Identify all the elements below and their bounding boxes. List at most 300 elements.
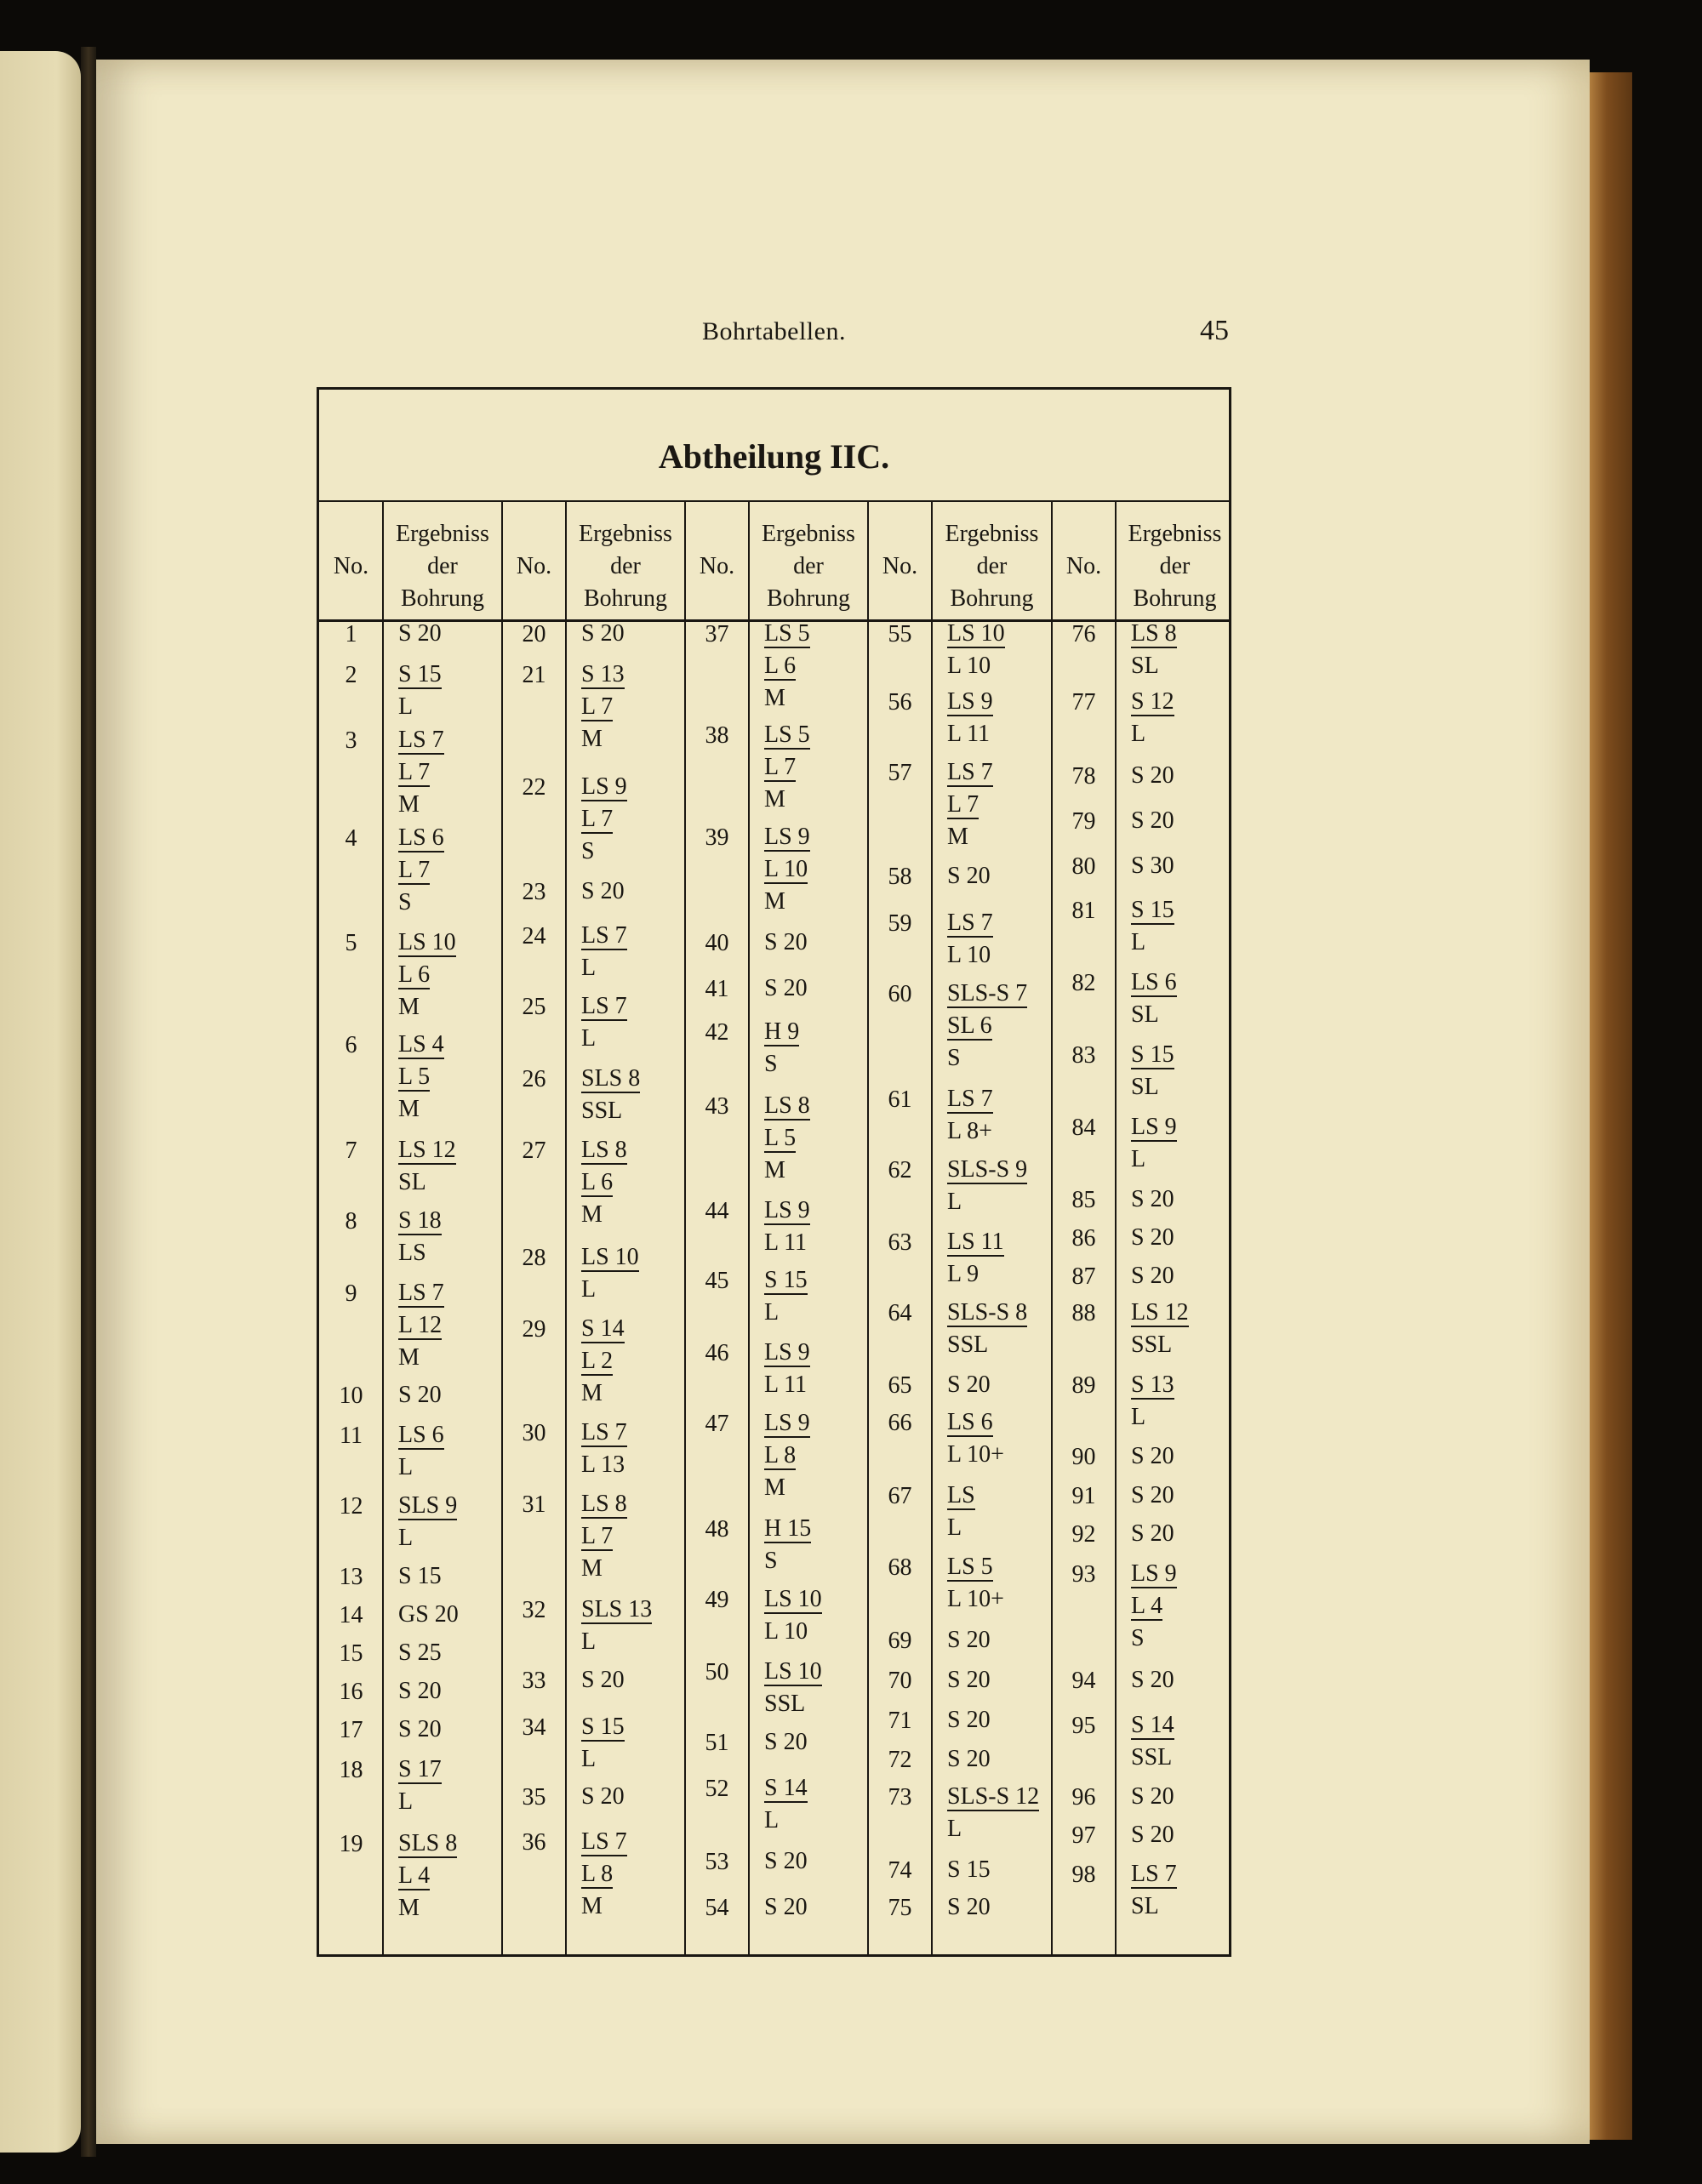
result-line: LS 10 bbox=[398, 929, 456, 955]
result-line: L 7 bbox=[581, 806, 614, 832]
result-line: LS 10 bbox=[581, 1244, 639, 1270]
boring-result bbox=[1131, 1369, 1174, 1434]
result-line: LS 7 bbox=[398, 1280, 444, 1306]
boring-number: 81 bbox=[1071, 898, 1096, 924]
boring-number: 5 bbox=[345, 930, 357, 956]
result-line: LS 9 bbox=[581, 773, 627, 800]
result-line: LS 6 bbox=[398, 824, 444, 851]
result-line: M bbox=[581, 1201, 603, 1228]
header-result-word: Bohrung bbox=[400, 584, 484, 612]
result-line: S 20 bbox=[581, 1783, 625, 1810]
result-line: LS 9 bbox=[764, 1410, 810, 1436]
result-line: L 4 bbox=[398, 1862, 431, 1889]
boring-number: 10 bbox=[339, 1383, 363, 1409]
header-result-word: der bbox=[976, 552, 1008, 579]
result-line: LS 9 bbox=[947, 688, 993, 715]
result-line: S 20 bbox=[1131, 1520, 1174, 1547]
result-line: M bbox=[764, 1474, 785, 1501]
boring-result bbox=[581, 1241, 639, 1306]
result-line: L 10 bbox=[947, 653, 991, 679]
result-line: LS 5 bbox=[764, 620, 810, 647]
result-line: L bbox=[1131, 721, 1146, 747]
boring-number: 64 bbox=[888, 1300, 912, 1326]
result-line: L 8+ bbox=[947, 1118, 992, 1144]
result-line: SLS-S 8 bbox=[947, 1299, 1028, 1326]
boring-result bbox=[764, 927, 808, 959]
header-result bbox=[1116, 513, 1234, 619]
boring-result bbox=[947, 1891, 991, 1924]
boring-result bbox=[947, 1369, 991, 1401]
result-line: LS 11 bbox=[947, 1229, 1004, 1255]
result-line: LS 7 bbox=[581, 993, 627, 1019]
boring-number: 93 bbox=[1071, 1561, 1096, 1588]
boring-result bbox=[1131, 1781, 1174, 1813]
result-line: L bbox=[1131, 1404, 1146, 1430]
boring-result bbox=[947, 1624, 991, 1657]
result-line: LS 10 bbox=[764, 1658, 822, 1685]
boring-number: 24 bbox=[522, 923, 546, 949]
boring-result bbox=[1131, 967, 1177, 1031]
boring-result bbox=[398, 1753, 442, 1818]
boring-number: 31 bbox=[522, 1491, 546, 1518]
result-line: S 20 bbox=[1131, 807, 1174, 834]
boring-number: 41 bbox=[705, 976, 729, 1002]
boring-result bbox=[1131, 618, 1177, 682]
header-result-word: der bbox=[427, 552, 458, 579]
result-line: M bbox=[398, 791, 420, 818]
boring-number: 28 bbox=[522, 1245, 546, 1271]
boring-number: 88 bbox=[1071, 1300, 1096, 1326]
result-line: LS 7 bbox=[1131, 1861, 1177, 1887]
boring-number: 98 bbox=[1071, 1862, 1096, 1888]
boring-result bbox=[1131, 760, 1174, 792]
column-rule bbox=[1115, 500, 1117, 1954]
boring-result bbox=[1131, 1664, 1174, 1696]
boring-result bbox=[398, 1205, 442, 1269]
result-line: M bbox=[581, 1893, 603, 1919]
header-result bbox=[383, 513, 502, 619]
result-line: S 20 bbox=[581, 878, 625, 904]
boring-number: 26 bbox=[522, 1066, 546, 1092]
boring-number: 76 bbox=[1071, 621, 1096, 647]
boring-number: 43 bbox=[705, 1093, 729, 1120]
result-line: L 13 bbox=[581, 1451, 625, 1478]
boring-result bbox=[947, 1743, 991, 1776]
result-line: L 8 bbox=[581, 1861, 614, 1887]
result-line: LS 12 bbox=[1131, 1299, 1189, 1326]
result-line: GS 20 bbox=[398, 1601, 459, 1628]
result-line: S 20 bbox=[764, 1729, 808, 1755]
boring-result bbox=[398, 1714, 442, 1746]
boring-result bbox=[398, 659, 442, 723]
boring-result bbox=[764, 1195, 810, 1259]
result-line: LS 7 bbox=[581, 922, 627, 949]
result-line: S 20 bbox=[764, 975, 808, 1001]
result-line: SLS-S 9 bbox=[947, 1156, 1028, 1183]
result-line: S 20 bbox=[1131, 1224, 1174, 1251]
header-result bbox=[749, 513, 868, 619]
boring-result bbox=[398, 1599, 459, 1631]
boring-result bbox=[947, 618, 1005, 682]
table-title: Abtheilung IIC. bbox=[658, 437, 890, 476]
boring-number: 9 bbox=[345, 1280, 357, 1307]
boring-result bbox=[947, 756, 993, 853]
boring-number: 55 bbox=[888, 621, 912, 647]
boring-result bbox=[1131, 1183, 1174, 1216]
result-line: S 20 bbox=[398, 1678, 442, 1704]
header-result-word: Bohrung bbox=[583, 584, 667, 612]
boring-number: 82 bbox=[1071, 970, 1096, 996]
boring-number: 15 bbox=[339, 1640, 363, 1667]
boring-result bbox=[764, 1090, 810, 1187]
result-line: LS 8 bbox=[764, 1092, 810, 1119]
boring-result bbox=[764, 1726, 808, 1759]
boring-number: 36 bbox=[522, 1829, 546, 1856]
boring-number: 17 bbox=[339, 1717, 363, 1743]
header-result-word: Ergebniss bbox=[1128, 520, 1222, 547]
facing-page-edge bbox=[0, 51, 81, 2153]
result-line: L 2 bbox=[581, 1348, 614, 1374]
boring-result bbox=[581, 771, 627, 868]
result-line: M bbox=[581, 1380, 603, 1406]
result-line: S 20 bbox=[947, 1371, 991, 1398]
boring-result bbox=[764, 1891, 808, 1924]
result-line: S 20 bbox=[947, 1627, 991, 1653]
boring-result bbox=[581, 990, 627, 1055]
result-line: SSL bbox=[1131, 1744, 1173, 1771]
boring-number: 80 bbox=[1071, 853, 1096, 880]
header-no: No. bbox=[1065, 552, 1102, 579]
boring-result bbox=[1131, 1440, 1174, 1473]
result-line: S 20 bbox=[947, 863, 991, 889]
result-line: S 20 bbox=[398, 1716, 442, 1742]
result-line: S 15 bbox=[1131, 1041, 1174, 1068]
result-line: L 10 bbox=[764, 1618, 808, 1645]
result-line: S 20 bbox=[947, 1667, 991, 1693]
boring-result bbox=[398, 1675, 442, 1708]
result-line: L 6 bbox=[764, 653, 797, 679]
boring-number: 92 bbox=[1071, 1521, 1096, 1548]
boring-number: 61 bbox=[888, 1086, 912, 1113]
result-line: L bbox=[398, 693, 414, 720]
boring-result bbox=[398, 1379, 442, 1411]
result-line: L bbox=[398, 1525, 414, 1551]
boring-result bbox=[398, 1277, 444, 1374]
boring-result bbox=[398, 822, 444, 919]
boring-result bbox=[947, 1297, 1027, 1361]
boring-number: 67 bbox=[888, 1483, 912, 1509]
result-line: S 15 bbox=[398, 1563, 442, 1589]
boring-number: 63 bbox=[888, 1229, 912, 1256]
boring-number: 65 bbox=[888, 1372, 912, 1399]
result-line: L bbox=[947, 1816, 962, 1842]
result-line: L bbox=[581, 1276, 597, 1303]
boring-number: 48 bbox=[705, 1516, 729, 1542]
boring-result bbox=[764, 1337, 810, 1401]
boring-result bbox=[947, 1551, 1004, 1616]
boring-number: 79 bbox=[1071, 808, 1096, 835]
result-line: M bbox=[398, 994, 420, 1020]
boring-result bbox=[947, 907, 993, 972]
column-rule bbox=[867, 500, 869, 1954]
boring-result bbox=[581, 1664, 625, 1696]
result-line: L bbox=[581, 955, 597, 981]
result-line: M bbox=[764, 786, 785, 813]
header-result bbox=[566, 513, 685, 619]
result-line: S 20 bbox=[764, 1848, 808, 1874]
result-line: L bbox=[398, 1788, 414, 1815]
boring-result bbox=[1131, 1709, 1174, 1774]
boring-number: 11 bbox=[340, 1423, 363, 1449]
result-line: M bbox=[764, 1157, 785, 1183]
result-line: SLS 13 bbox=[581, 1596, 653, 1622]
result-line: L bbox=[1131, 929, 1146, 955]
result-line: LS 7 bbox=[947, 1086, 993, 1112]
result-line: S bbox=[947, 1045, 961, 1071]
boring-number: 34 bbox=[522, 1714, 546, 1741]
boring-result bbox=[1131, 1039, 1174, 1103]
result-line: LS 9 bbox=[764, 1197, 810, 1223]
book-gutter bbox=[81, 47, 96, 2157]
header-no: No. bbox=[333, 552, 369, 579]
header-result-word: Ergebniss bbox=[945, 520, 1039, 547]
result-line: S 14 bbox=[764, 1775, 808, 1801]
page-number: 45 bbox=[1200, 315, 1229, 346]
result-line: M bbox=[764, 685, 785, 711]
boring-number: 44 bbox=[705, 1198, 729, 1224]
boring-number: 68 bbox=[888, 1554, 912, 1581]
result-line: S 14 bbox=[1131, 1712, 1174, 1738]
title-rule bbox=[319, 500, 1229, 502]
boring-result bbox=[1131, 1222, 1174, 1254]
result-line: S 20 bbox=[764, 929, 808, 955]
boring-number: 12 bbox=[339, 1493, 363, 1520]
result-line: S 20 bbox=[1131, 762, 1174, 789]
result-line: L 9 bbox=[947, 1261, 980, 1287]
result-line: H 15 bbox=[764, 1515, 812, 1542]
boring-number: 1 bbox=[345, 621, 357, 647]
boring-number: 84 bbox=[1071, 1115, 1096, 1141]
boring-result bbox=[581, 1826, 627, 1923]
boring-number: 53 bbox=[705, 1849, 729, 1875]
boring-number: 58 bbox=[888, 864, 912, 890]
boring-result bbox=[398, 927, 456, 1024]
boring-number: 66 bbox=[888, 1410, 912, 1436]
result-line: S 20 bbox=[398, 620, 442, 647]
boring-number: 75 bbox=[888, 1895, 912, 1921]
boring-result bbox=[398, 1134, 456, 1199]
boring-number: 72 bbox=[888, 1747, 912, 1773]
header-result-word: der bbox=[610, 552, 641, 579]
result-line: L 7 bbox=[947, 791, 980, 818]
boring-result bbox=[581, 659, 625, 756]
result-line: S 12 bbox=[1131, 688, 1174, 715]
boring-number: 6 bbox=[345, 1032, 357, 1058]
boring-number: 95 bbox=[1071, 1713, 1096, 1739]
boring-number: 13 bbox=[339, 1564, 363, 1590]
result-line: S bbox=[581, 838, 595, 864]
result-line: LS 7 bbox=[581, 1828, 627, 1855]
boring-number: 78 bbox=[1071, 763, 1096, 790]
boring-number: 94 bbox=[1071, 1668, 1096, 1694]
result-line: LS 4 bbox=[398, 1031, 444, 1058]
boring-result bbox=[1131, 1858, 1177, 1923]
result-line: S 20 bbox=[947, 1707, 991, 1733]
boring-number: 47 bbox=[705, 1411, 729, 1437]
result-line: SLS 8 bbox=[398, 1830, 458, 1856]
column-rule bbox=[1051, 500, 1053, 1954]
boring-result bbox=[1131, 850, 1174, 882]
result-line: L bbox=[764, 1299, 780, 1326]
result-line: LS 9 bbox=[1131, 1560, 1177, 1587]
result-line: L bbox=[1131, 1146, 1146, 1172]
boring-result bbox=[1131, 1518, 1174, 1550]
result-line: LS 12 bbox=[398, 1137, 456, 1163]
result-line: S 13 bbox=[581, 661, 625, 687]
boring-number: 83 bbox=[1071, 1042, 1096, 1069]
boring-number: 87 bbox=[1071, 1263, 1096, 1290]
boring-number: 71 bbox=[888, 1708, 912, 1734]
header-no: No. bbox=[882, 552, 918, 579]
boring-number: 91 bbox=[1071, 1483, 1096, 1509]
result-line: L 10+ bbox=[947, 1586, 1004, 1612]
result-line: LS 6 bbox=[398, 1422, 444, 1448]
boring-number: 86 bbox=[1071, 1225, 1096, 1252]
boring-result bbox=[581, 1417, 627, 1481]
result-line: L bbox=[764, 1807, 780, 1833]
result-line: LS 5 bbox=[764, 721, 810, 748]
boring-number: 69 bbox=[888, 1628, 912, 1654]
boring-number: 62 bbox=[888, 1157, 912, 1183]
result-line: S 20 bbox=[1131, 1783, 1174, 1810]
boring-number: 20 bbox=[522, 621, 546, 647]
result-line: L 7 bbox=[581, 1523, 614, 1549]
boring-number: 21 bbox=[522, 662, 546, 688]
result-line: LS 9 bbox=[764, 824, 810, 850]
result-line: S 15 bbox=[947, 1856, 991, 1883]
result-line: LS 8 bbox=[581, 1137, 627, 1163]
result-line: SLS-S 12 bbox=[947, 1783, 1040, 1810]
boring-result bbox=[1131, 686, 1174, 750]
boring-number: 73 bbox=[888, 1784, 912, 1810]
boring-result bbox=[1131, 1297, 1189, 1361]
boring-result bbox=[1131, 1819, 1174, 1851]
boring-number: 18 bbox=[339, 1757, 363, 1783]
boring-result bbox=[398, 618, 442, 650]
boring-result bbox=[1131, 1480, 1174, 1512]
boring-number: 35 bbox=[522, 1784, 546, 1810]
result-line: S 13 bbox=[1131, 1371, 1174, 1398]
column-rule bbox=[748, 500, 750, 1954]
result-line: S 20 bbox=[398, 1382, 442, 1408]
result-line: L 11 bbox=[764, 1371, 808, 1398]
boring-number: 46 bbox=[705, 1340, 729, 1366]
result-line: LS 9 bbox=[1131, 1114, 1177, 1140]
boring-number: 40 bbox=[705, 930, 729, 956]
boring-number: 22 bbox=[522, 774, 546, 801]
boring-number: 97 bbox=[1071, 1822, 1096, 1849]
boring-result bbox=[581, 875, 625, 908]
header-result-word: Bohrung bbox=[950, 584, 1034, 612]
result-line: S 15 bbox=[1131, 897, 1174, 923]
result-line: S 20 bbox=[1131, 1263, 1174, 1289]
result-line: LS 8 bbox=[581, 1491, 627, 1517]
boring-result bbox=[581, 1711, 625, 1776]
result-line: L 10 bbox=[764, 856, 808, 882]
header-result bbox=[932, 513, 1052, 619]
boring-result bbox=[581, 618, 625, 650]
boring-number: 14 bbox=[339, 1602, 363, 1628]
boring-number: 49 bbox=[705, 1587, 729, 1613]
result-line: S 20 bbox=[581, 1667, 625, 1693]
boring-result bbox=[764, 1016, 799, 1081]
header-no: No. bbox=[516, 552, 552, 579]
result-line: L 10 bbox=[947, 942, 991, 968]
result-line: SLS-S 7 bbox=[947, 980, 1028, 1006]
boring-number: 33 bbox=[522, 1668, 546, 1694]
result-line: SL bbox=[1131, 1001, 1159, 1028]
result-line: M bbox=[398, 1344, 420, 1371]
result-line: M bbox=[581, 726, 603, 752]
boring-number: 4 bbox=[345, 825, 357, 852]
result-line: SL bbox=[1131, 1893, 1159, 1919]
result-line: S 20 bbox=[1131, 1443, 1174, 1469]
boring-result bbox=[947, 1154, 1027, 1218]
boring-result bbox=[764, 618, 810, 715]
result-line: SL bbox=[1131, 1074, 1159, 1100]
boring-result bbox=[947, 860, 991, 892]
result-line: SLS 9 bbox=[398, 1492, 458, 1519]
result-line: SSL bbox=[947, 1331, 989, 1358]
header-no: No. bbox=[699, 552, 735, 579]
book-cover-edge bbox=[1590, 72, 1632, 2140]
result-line: LS 6 bbox=[947, 1409, 993, 1435]
boring-result bbox=[947, 1854, 991, 1886]
header-result-word: der bbox=[793, 552, 824, 579]
boring-result bbox=[947, 1781, 1039, 1845]
boring-number: 29 bbox=[522, 1316, 546, 1343]
boring-number: 96 bbox=[1071, 1784, 1096, 1810]
result-line: S bbox=[398, 889, 412, 915]
boring-number: 57 bbox=[888, 760, 912, 786]
result-line: L 7 bbox=[398, 759, 431, 785]
boring-result bbox=[398, 1828, 457, 1925]
boring-result bbox=[581, 1134, 627, 1231]
boring-table bbox=[317, 387, 1231, 1957]
boring-result bbox=[947, 686, 993, 750]
boring-number: 70 bbox=[888, 1668, 912, 1694]
result-line: S bbox=[764, 1548, 778, 1574]
boring-number: 77 bbox=[1071, 689, 1096, 716]
result-line: L 11 bbox=[947, 721, 991, 747]
result-line: S 20 bbox=[947, 1894, 991, 1920]
result-line: S 15 bbox=[581, 1714, 625, 1740]
result-line: L 5 bbox=[398, 1063, 431, 1090]
boring-number: 2 bbox=[345, 662, 357, 688]
boring-result bbox=[398, 1029, 444, 1126]
result-line: S 20 bbox=[581, 620, 625, 647]
running-head: Bohrtabellen. bbox=[702, 317, 846, 345]
result-line: SL bbox=[398, 1169, 426, 1195]
boring-result bbox=[764, 1656, 822, 1720]
result-line: LS 10 bbox=[764, 1586, 822, 1612]
boring-result bbox=[764, 821, 810, 918]
result-line: S 17 bbox=[398, 1756, 442, 1782]
boring-number: 3 bbox=[345, 727, 357, 754]
result-line: SSL bbox=[581, 1098, 623, 1124]
result-line: L 5 bbox=[764, 1125, 797, 1151]
boring-result bbox=[398, 724, 444, 821]
